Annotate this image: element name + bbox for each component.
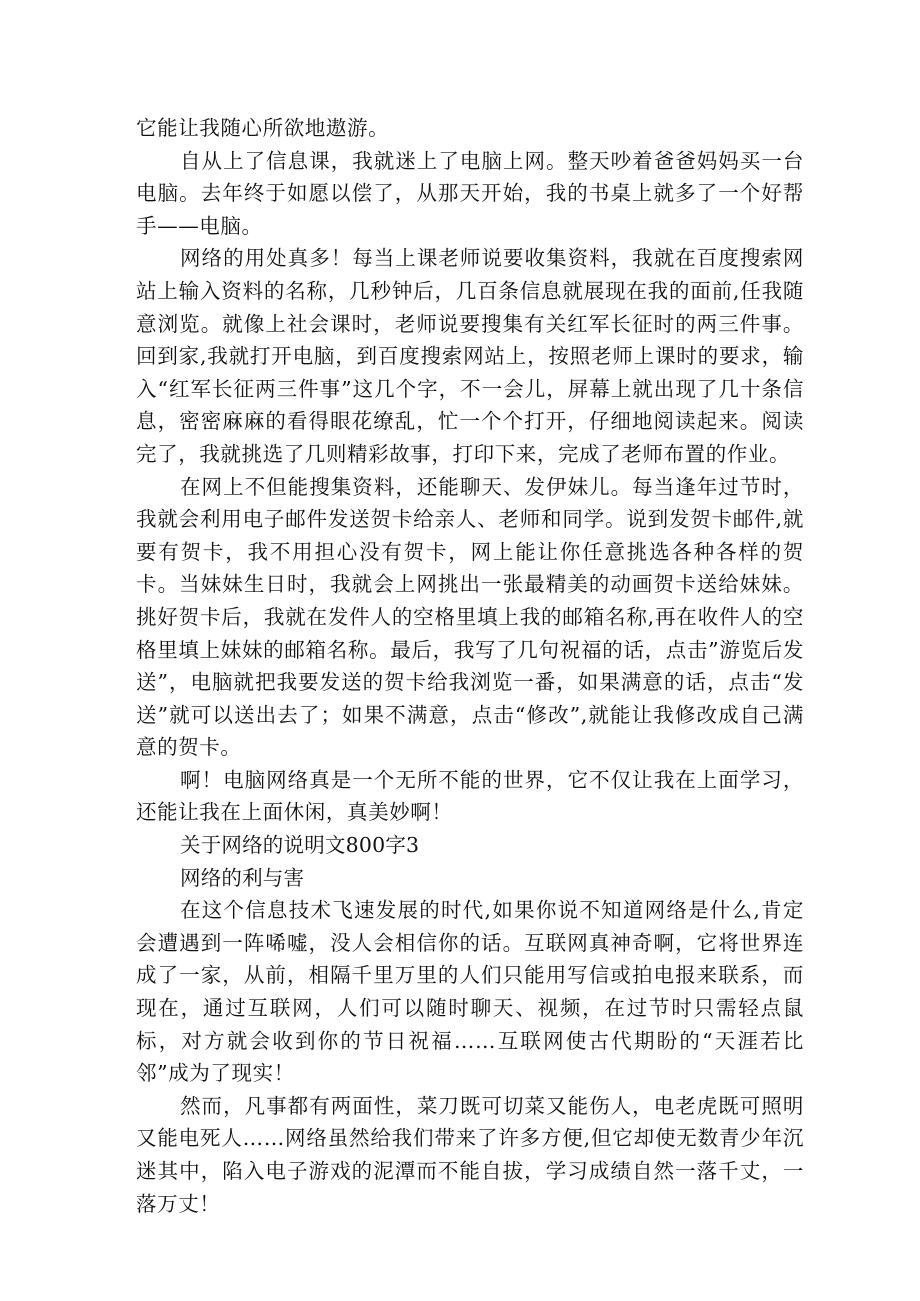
paragraph-email-cards: 在网上不但能搜集资料，还能聊天、发伊妹儿。每当逢年过节时，我就会利用电子邮件发送贺卡给亲人、老师和同学。说到发贺卡邮件,就要有贺卡，我不用担心没有贺卡，网上能让你任意挑选各种各样的贺卡。当妹妹生日时，我就会上网挑出一张最精美的动画贺卡送给妹妹。挑好贺卡后，我就在发件人的空格里填上我的邮箱名称,再在收件人的空格里填上妹妹的邮箱名称。最后，我写了几句祝福的话，点击”游览后发送”，电脑就把我要发送的贺卡给我浏览一番，如果满意的话，点击“发送”就可以送出去了；如果不满意，点击“修改”,就能让我修改成自己满意的贺卡。 [136,474,804,760]
paragraph-internet-harms: 然而，凡事都有两面性，菜刀既可切菜又能伤人，电老虎既可照明又能电死人……网络虽然给我们带来了许多方便,但它却使无数青少年沉迷其中，陷入电子游戏的泥潭而不能自拔，学习成绩自然一落千丈，一落万丈！ [136,1093,804,1216]
paragraph-research: 网络的用处真多！每当上课老师说要收集资料，我就在百度搜索网站上输入资料的名称，几秒钟后，几百条信息就展现在我的面前,任我随意浏览。就像上社会课时，老师说要搜集有关红军长征时的两三件事。回到家,我就打开电脑，到百度搜索网站上，按照老师上课时的要求，输入“红军长征两三件事”这几个字，不一会儿，屏幕上就出现了几十条信息，密密麻麻的看得眼花缭乱，忙一个个打开，仔细地阅读起来。阅读完了，我就挑选了几则精彩故事，打印下来，完成了老师布置的作业。 [136,246,804,466]
paragraph-conclusion: 啊！电脑网络真是一个无所不能的世界，它不仅让我在上面学习，还能让我在上面休闲，真美妙啊！ [136,767,804,825]
paragraph-continuation: 它能让我随心所欲地遨游。 [136,116,390,140]
section-title: 关于网络的说明文800字3 [180,833,420,858]
essay-title: 网络的利与害 [180,865,305,890]
article-body [136,112,804,1220]
paragraph-computer: 自从上了信息课，我就迷上了电脑上网。整天吵着爸爸妈妈买一台电脑。去年终于如愿以偿了，从那天开始，我的书桌上就多了一个好帮手——电脑。 [136,148,804,238]
paragraph-internet-benefits: 在这个信息技术飞速发展的时代,如果你说不知道网络是什么,肯定会遭遇到一阵唏嘘，没人会相信你的话。互联网真神奇啊，它将世界连成了一家，从前，相隔千里万里的人们只能用写信或拍电报来联系，而现在，通过互联网，人们可以随时聊天、视频，在过节时只需轻点鼠标，对方就会收到你的节日祝福……互联网使古代期盼的“天涯若比邻”成为了现实！ [136,898,804,1086]
